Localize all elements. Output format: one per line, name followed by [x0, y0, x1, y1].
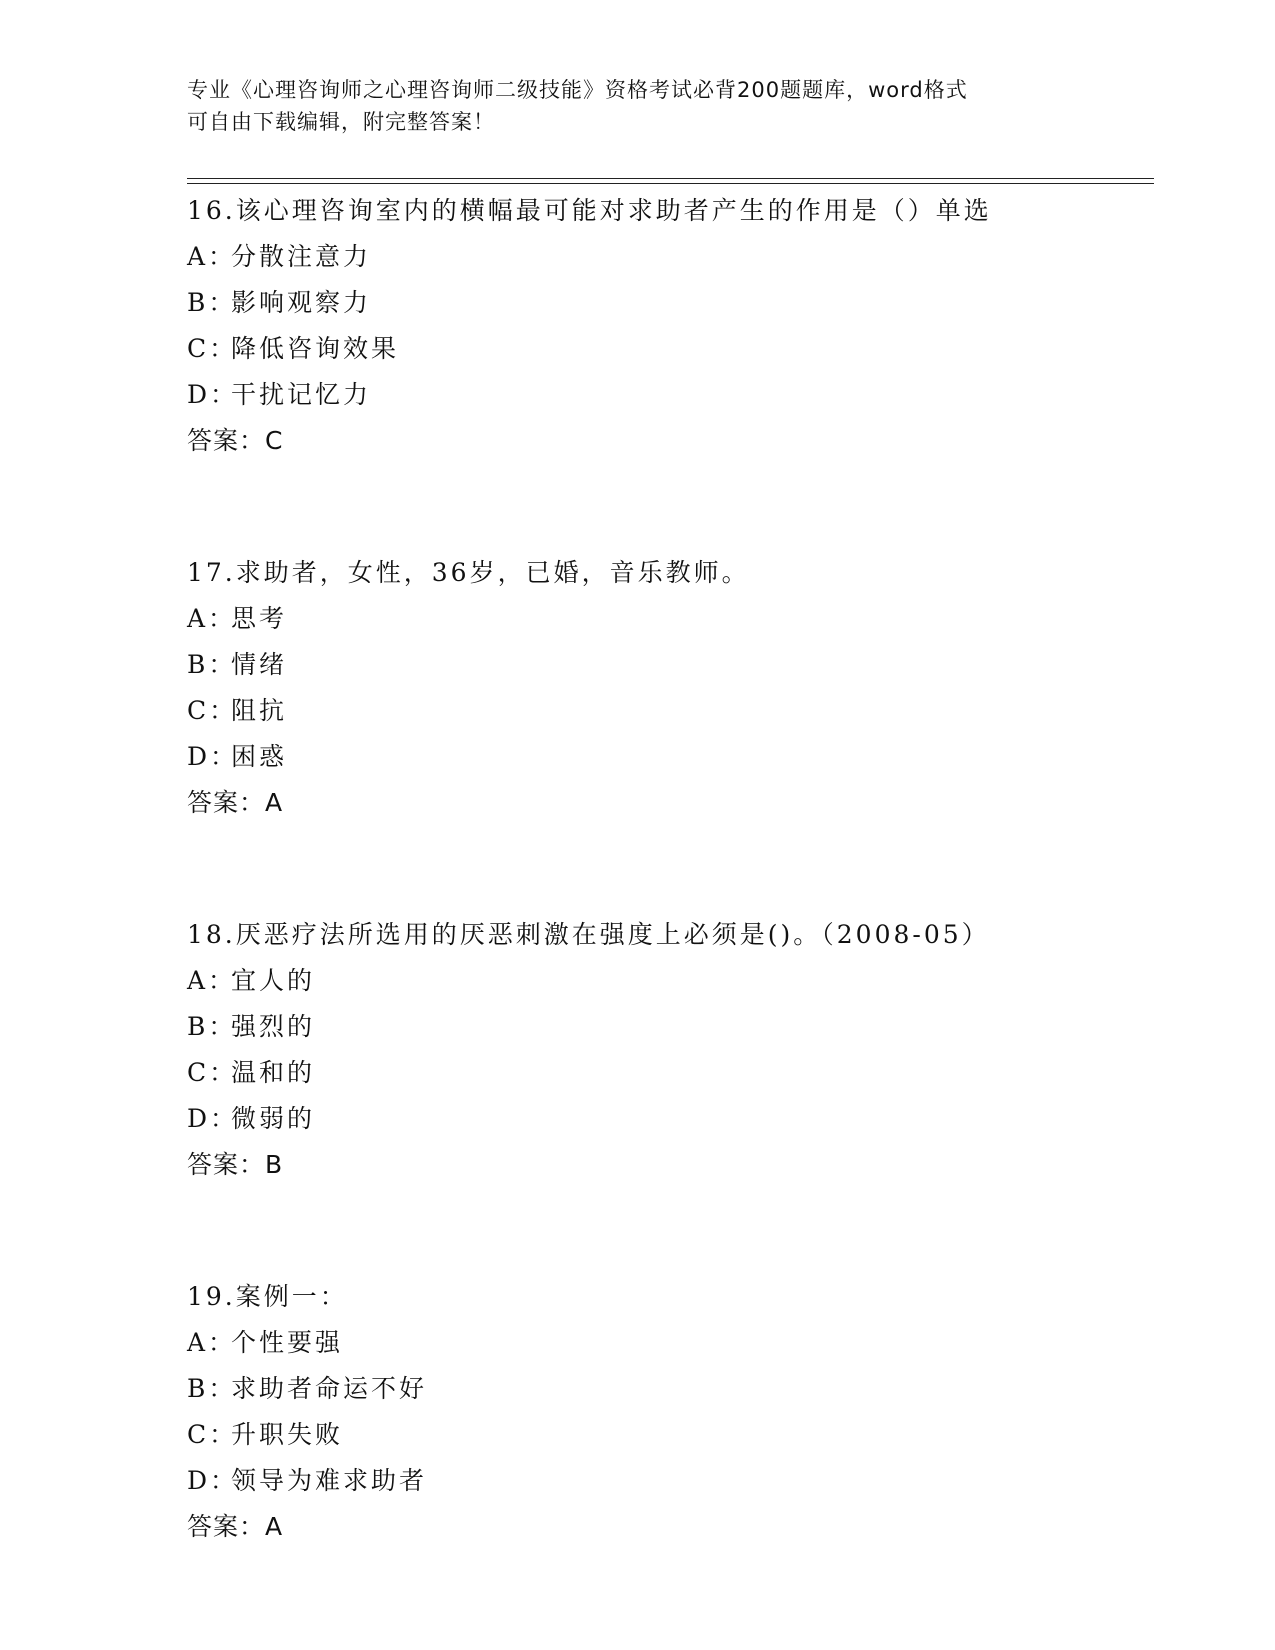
question-gap	[187, 1188, 1147, 1274]
question-18	[187, 912, 1147, 1188]
option-d	[187, 734, 1147, 780]
question-stem: 17.求助者，女性，36岁，已婚，音乐教师。	[187, 558, 750, 587]
option-key: C：	[187, 1420, 238, 1449]
option-key: B：	[187, 650, 237, 679]
option-text: 宜人的	[231, 966, 316, 995]
option-b	[187, 642, 1147, 688]
header-line-1: 专业《心理咨询师之心理咨询师二级技能》资格考试必背200题题库，word格式	[187, 78, 968, 102]
option-key: B：	[187, 288, 237, 317]
question-stem: 18.厌恶疗法所选用的厌恶刺激在强度上必须是()。（2008-05）	[187, 920, 990, 949]
option-text: 强烈的	[231, 1012, 316, 1041]
question-stem: 19.案例一：	[187, 1282, 348, 1311]
option-key: B：	[187, 1012, 237, 1041]
option-c	[187, 688, 1147, 734]
option-key: A：	[187, 604, 237, 633]
answer-line: 答案：B	[187, 1150, 284, 1179]
option-text: 个性要强	[231, 1328, 344, 1357]
option-b	[187, 1004, 1147, 1050]
option-text: 温和的	[231, 1058, 316, 1087]
option-d	[187, 1096, 1147, 1142]
option-a	[187, 1320, 1147, 1366]
option-text: 阻抗	[231, 696, 288, 725]
option-text: 领导为难求助者	[231, 1466, 428, 1495]
option-c	[187, 1412, 1147, 1458]
option-text: 升职失败	[231, 1420, 344, 1449]
option-a	[187, 234, 1147, 280]
option-key: A：	[187, 966, 237, 995]
option-key: D：	[187, 380, 239, 409]
question-16	[187, 188, 1147, 464]
question-list	[187, 188, 1147, 1550]
option-b	[187, 280, 1147, 326]
option-text: 困惑	[231, 742, 288, 771]
question-17	[187, 550, 1147, 826]
option-key: C：	[187, 1058, 238, 1087]
header-divider-bottom	[187, 183, 1154, 184]
question-gap	[187, 464, 1147, 550]
document-header	[187, 74, 1067, 138]
answer-line: 答案：C	[187, 426, 284, 455]
question-19	[187, 1274, 1147, 1550]
question-gap	[187, 826, 1147, 912]
option-d	[187, 372, 1147, 418]
option-text: 影响观察力	[231, 288, 372, 317]
option-text: 干扰记忆力	[231, 380, 372, 409]
option-key: D：	[187, 1466, 239, 1495]
option-text: 思考	[231, 604, 288, 633]
option-key: D：	[187, 742, 239, 771]
option-b	[187, 1366, 1147, 1412]
option-a	[187, 958, 1147, 1004]
option-c	[187, 326, 1147, 372]
option-key: D：	[187, 1104, 239, 1133]
option-key: A：	[187, 1328, 237, 1357]
question-stem: 16.该心理咨询室内的横幅最可能对求助者产生的作用是（）单选	[187, 196, 992, 225]
answer-line: 答案：A	[187, 788, 284, 817]
header-divider-top	[187, 178, 1154, 179]
option-c	[187, 1050, 1147, 1096]
option-text: 降低咨询效果	[231, 334, 400, 363]
option-text: 求助者命运不好	[231, 1374, 428, 1403]
option-key: B：	[187, 1374, 237, 1403]
option-key: C：	[187, 334, 238, 363]
option-key: A：	[187, 242, 237, 271]
option-text: 分散注意力	[231, 242, 372, 271]
header-line-2: 可自由下载编辑，附完整答案！	[187, 110, 495, 134]
option-key: C：	[187, 696, 238, 725]
option-d	[187, 1458, 1147, 1504]
option-text: 微弱的	[231, 1104, 316, 1133]
answer-line: 答案：A	[187, 1512, 284, 1541]
option-text: 情绪	[231, 650, 288, 679]
option-a	[187, 596, 1147, 642]
